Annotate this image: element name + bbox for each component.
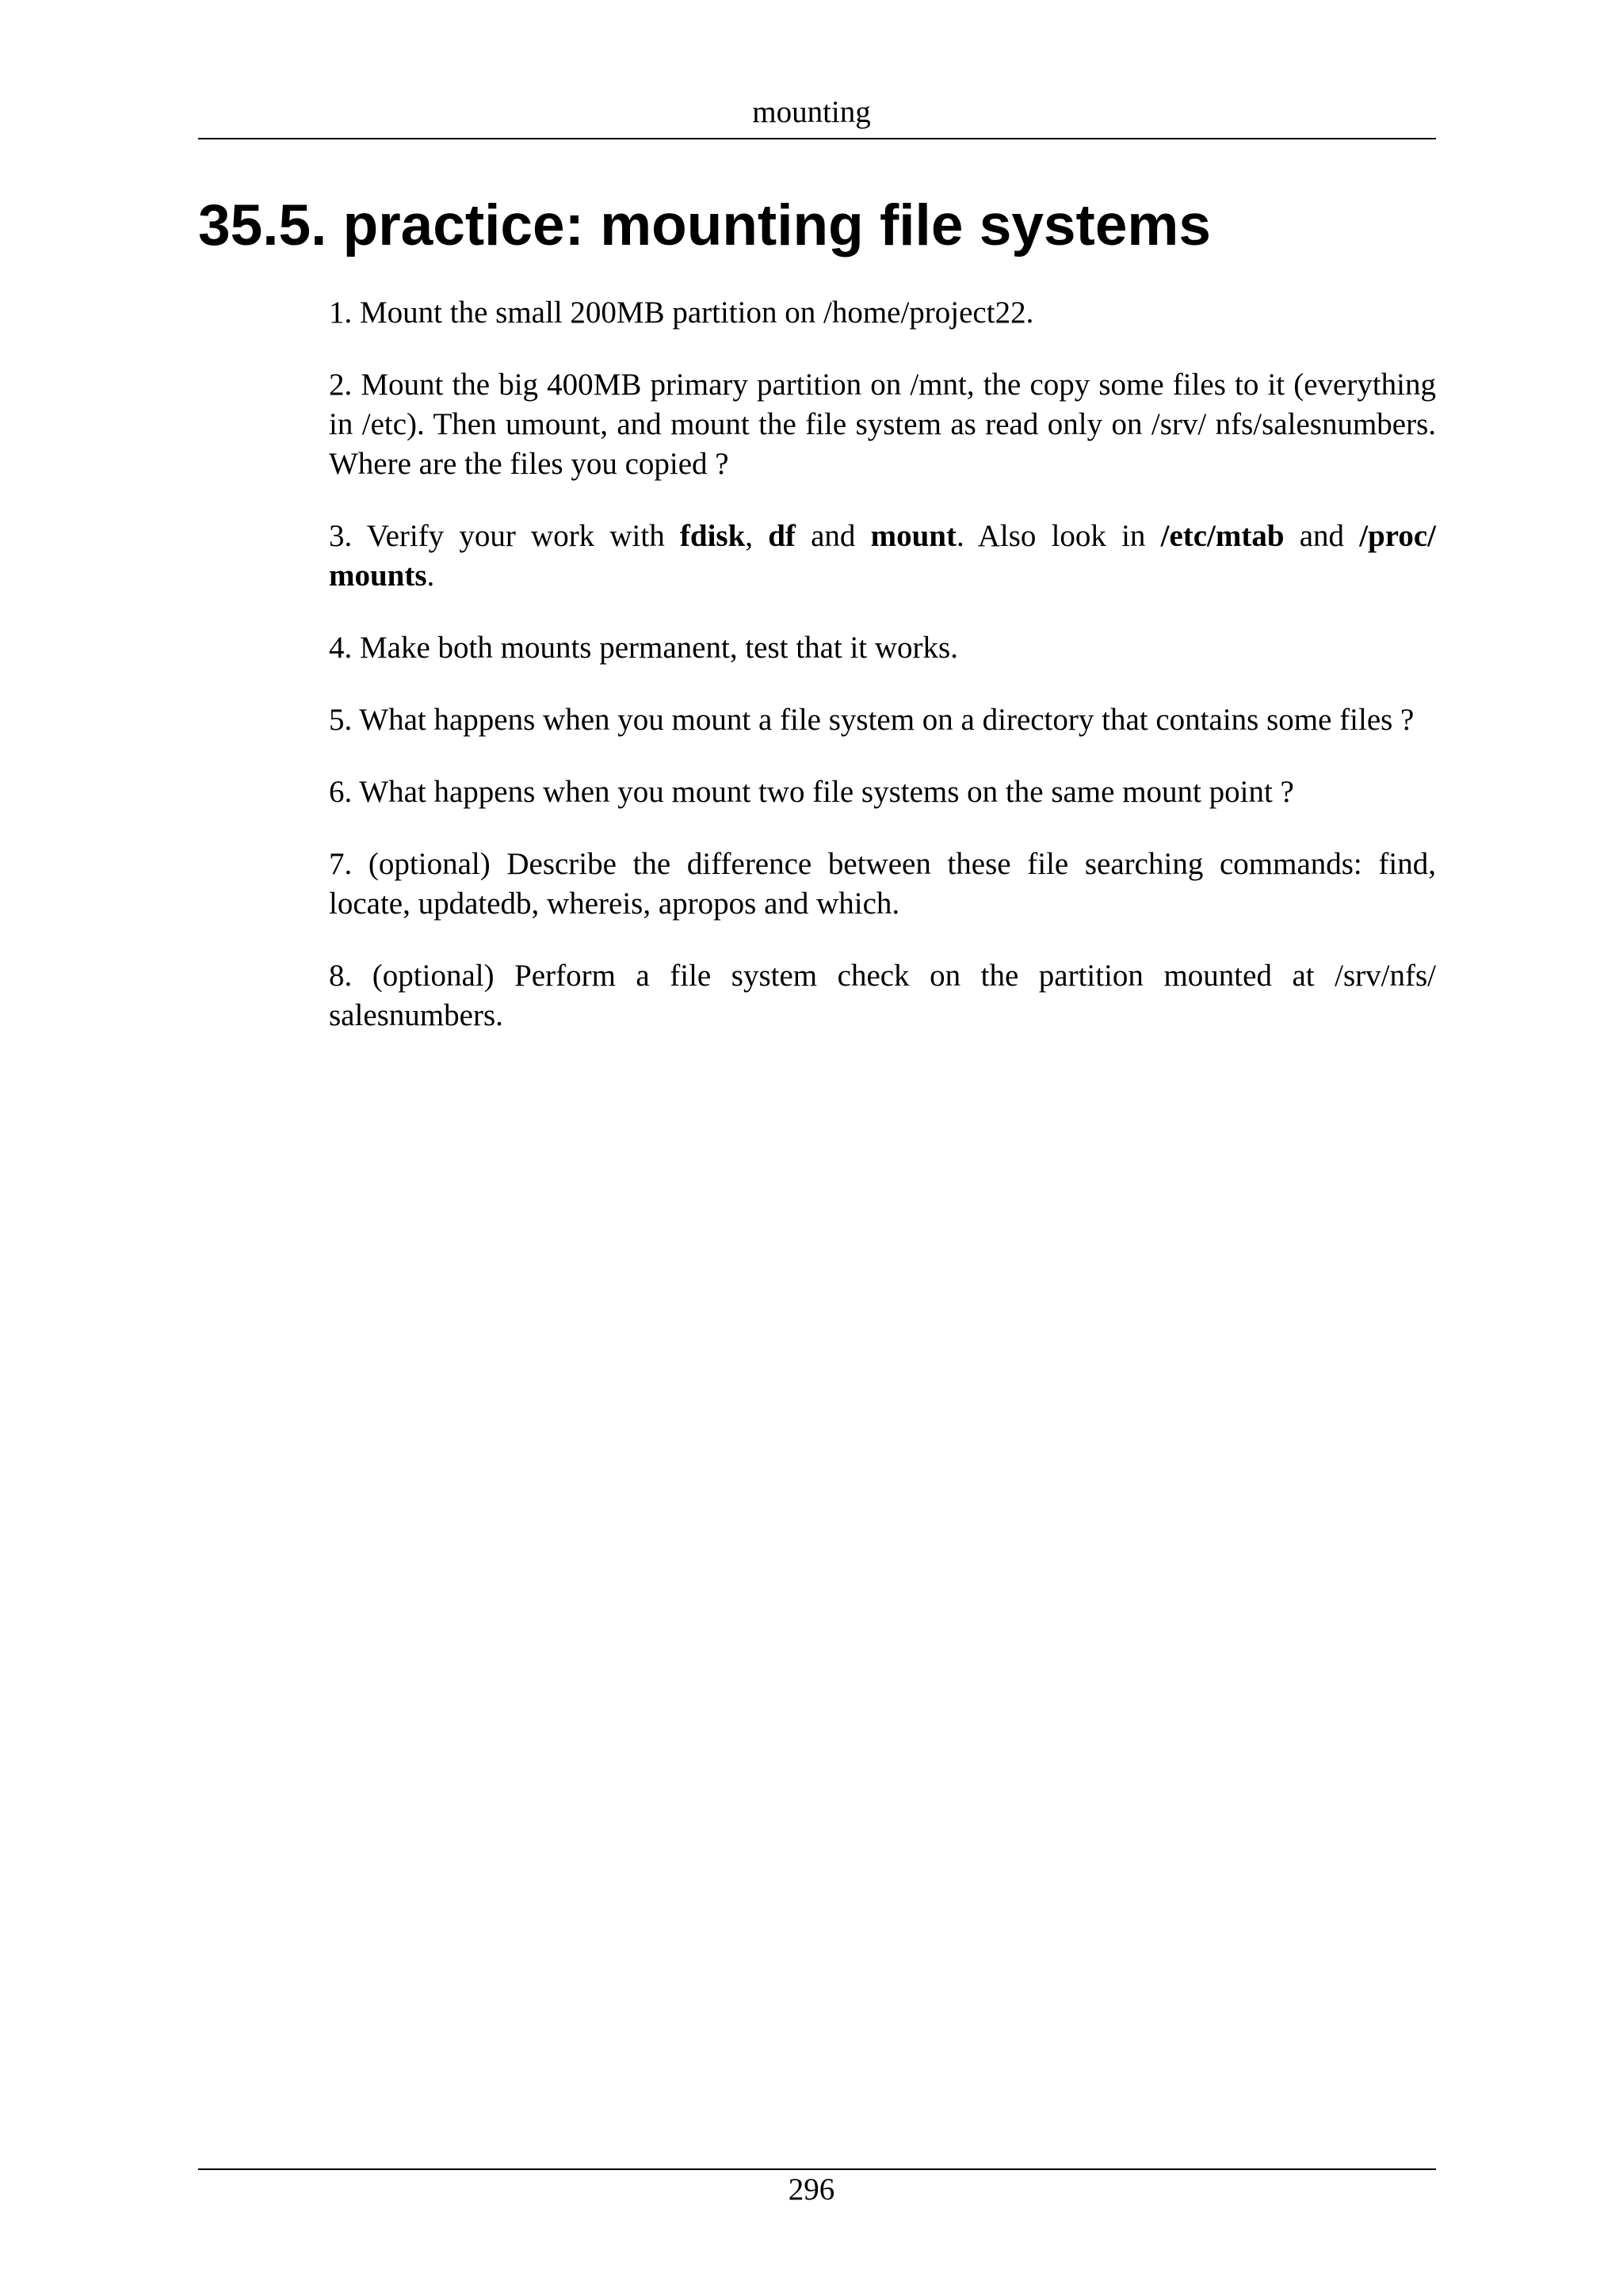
exercise-item [329, 772, 1436, 812]
header-rule [198, 138, 1436, 139]
exercise-text: . [426, 559, 435, 593]
exercise-item [329, 628, 1436, 668]
exercise-text: 6. What happens when you mount two file systems on the same mount point ? [329, 775, 1294, 809]
exercise-list [329, 293, 1436, 1068]
exercise-item [329, 700, 1436, 740]
exercise-text: and [1284, 519, 1360, 553]
exercise-text: 7. (optional) Describe the difference between these file searching commands: find, locate, updatedb, whereis, apropos and which. [329, 847, 1436, 921]
exercise-text: . Also look in [956, 519, 1161, 553]
exercise-item [329, 845, 1436, 924]
exercise-text: , [745, 519, 769, 553]
command-name: df [768, 519, 796, 553]
exercise-text: 4. Make both mounts permanent, test that it works. [329, 631, 958, 665]
exercise-item [329, 517, 1436, 596]
exercise-text: 3. Verify your work with [329, 519, 680, 553]
command-name: fdisk [679, 519, 746, 553]
file-path: /proc/ mounts [329, 519, 1437, 593]
exercise-item [329, 293, 1436, 333]
exercise-text: and [795, 519, 871, 553]
exercise-text: 2. Mount the big 400MB primary partition on /mnt, the copy some files to it (everything in /etc). Then umount, and mount the file system as read only on /srv/ nfs/salesnumbers. Where are the files you copied ? [329, 368, 1436, 481]
exercise-item [329, 365, 1436, 484]
file-path: /etc/mtab [1160, 519, 1285, 553]
page-number: 296 [788, 2172, 835, 2206]
exercise-item [329, 956, 1436, 1035]
section-title: 35.5. practice: mounting file systems [198, 193, 1211, 257]
footer-rule [198, 2168, 1436, 2170]
exercise-text: 1. Mount the small 200MB partition on /home/project22. [329, 296, 1034, 330]
exercise-text: 8. (optional) Perform a file system check on the partition mounted at /srv/nfs/ salesnumbers. [329, 959, 1436, 1032]
running-header: mounting [752, 95, 871, 129]
command-name: mount [870, 519, 957, 553]
exercise-text: 5. What happens when you mount a file system on a directory that contains some files ? [329, 703, 1415, 737]
